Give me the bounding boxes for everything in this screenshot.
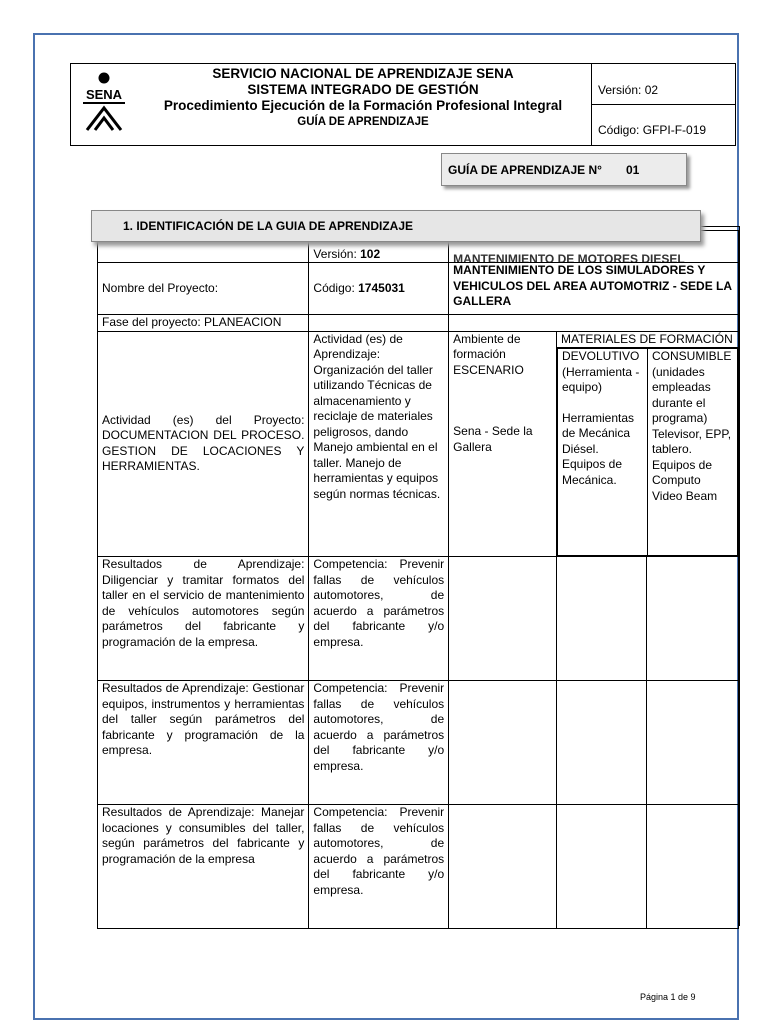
phase-empty-2 xyxy=(449,315,739,332)
program-version-cell: Versión: 102 xyxy=(309,231,449,263)
phase-empty xyxy=(309,315,449,332)
document-header xyxy=(70,63,736,146)
result-empty xyxy=(556,805,646,929)
doc-code: Código: GFPI-F-019 xyxy=(598,123,707,137)
version-box xyxy=(591,64,736,145)
materials-cell xyxy=(556,331,738,557)
devolutivo-items: Herramientas de Mecánica Diésel. Equipos de Mecánica. xyxy=(561,410,635,487)
result-empty xyxy=(556,557,646,681)
result-empty xyxy=(646,557,738,681)
sena-logo xyxy=(75,68,133,138)
program-version: 102 xyxy=(360,246,381,261)
result-empty xyxy=(556,681,646,805)
project-code-cell: Código: 1745031 xyxy=(309,263,449,315)
result-empty xyxy=(449,805,557,929)
doc-version: Versión: 02 xyxy=(598,83,659,97)
learning-result-2: Resultados de Aprendizaje: Gestionar equipos, instrumentos y herramientas del taller según parámetros del fabricante y programación de la empresa. xyxy=(98,681,309,805)
project-phase: Fase del proyecto: PLANEACION xyxy=(98,315,309,332)
project-code: 1745031 xyxy=(358,280,405,295)
section-header: 1. IDENTIFICACIÓN DE LA GUIA DE APRENDIZAJE xyxy=(91,210,701,242)
competence-1: Competencia: Prevenir fallas de vehículos automotores, de acuerdo a parámetros del fabricante y/o empresa. xyxy=(309,557,449,681)
system-name: SISTEMA INTEGRADO DE GESTIÓN xyxy=(247,82,479,97)
header-title-block xyxy=(133,66,593,130)
materials-header: MATERIALES DE FORMACIÓN xyxy=(557,332,738,349)
environment-place: Sena - Sede la Gallera xyxy=(453,424,533,454)
consumible-items: Televisor, EPP, tablero. Equipos de Computo Video Beam xyxy=(651,426,732,503)
program-title: MANTENIMIENTO DE MOTORES DIESEL xyxy=(453,252,685,262)
result-empty xyxy=(449,557,557,681)
result-empty xyxy=(646,805,738,929)
result-empty xyxy=(449,681,557,805)
doc-type: GUÍA DE APRENDIZAJE xyxy=(297,116,429,128)
competence-3: Competencia: Prevenir fallas de vehículos automotores, de acuerdo a parámetros del fabricante y/o empresa. xyxy=(309,805,449,929)
identification-table xyxy=(97,230,739,929)
page-number: Página 1 de 9 xyxy=(640,992,696,1002)
svg-text:SENA: SENA xyxy=(85,87,123,102)
devolutivo-header: DEVOLUTIVO (Herramienta - equipo) xyxy=(561,349,640,394)
learning-result-1: Resultados de Aprendizaje: Diligenciar y tramitar formatos del taller en el servicio de mantenimiento de vehículos automotores según parámetros del fabricante y programación de la empresa. xyxy=(98,557,309,681)
bracket-line xyxy=(700,226,740,227)
result-empty xyxy=(646,681,738,805)
project-title: MANTENIMIENTO DE LOS SIMULADORES Y VEHICULOS DEL AREA AUTOMOTRIZ - SEDE LA GALLERA xyxy=(449,263,739,315)
learning-activity: Actividad (es) de Aprendizaje: Organización del taller utilizando Técnicas de almacenamiento y reciclaje de materiales peligrosos, dando Manejo ambiental en el taller. Manejo de herramientas y equipos según normas técnicas. xyxy=(309,331,449,557)
project-name-label: Nombre del Proyecto: xyxy=(98,263,309,315)
guia-number-box xyxy=(441,153,687,186)
devolutivo-cell xyxy=(557,349,647,556)
bracket-vertical xyxy=(739,226,740,926)
org-name: SERVICIO NACIONAL DE APRENDIZAJE SENA xyxy=(212,66,514,81)
environment-cell xyxy=(449,331,557,557)
guia-label: GUÍA DE APRENDIZAJE N° xyxy=(448,163,602,177)
consumible-header: CONSUMIBLE (unidades empleadas durante el programa) xyxy=(651,349,732,425)
procedure-name: Procedimiento Ejecución de la Formación Profesional Integral xyxy=(163,98,563,113)
consumible-cell xyxy=(647,349,737,556)
environment-label: Ambiente de formación ESCENARIO xyxy=(453,331,524,377)
learning-result-3: Resultados de Aprendizaje: Manejar locaciones y consumibles del taller, según parámetros del fabricante y programación de la empresa xyxy=(98,805,309,929)
competence-2: Competencia: Prevenir fallas de vehículos automotores, de acuerdo a parámetros del fabricante y/o empresa. xyxy=(309,681,449,805)
project-activity: Actividad (es) del Proyecto: DOCUMENTACION DEL PROCESO. GESTION DE LOCACIONES Y HERRAMIENTAS. xyxy=(98,331,309,557)
guia-number: 01 xyxy=(625,163,640,177)
